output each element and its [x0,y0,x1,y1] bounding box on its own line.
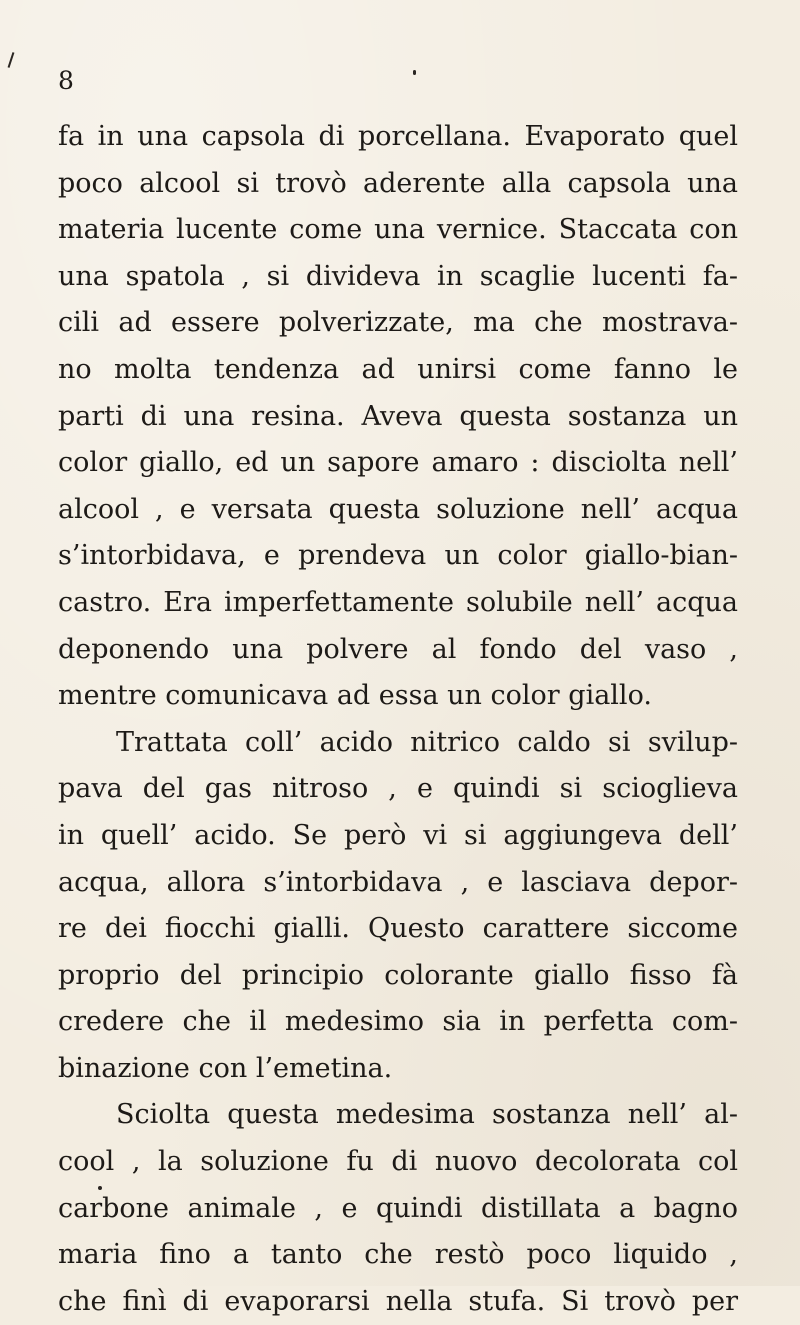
body-text [58,114,738,1325]
text-line: carbone animale , e quindi distillata a bagno [58,1192,738,1224]
text-line: mentre comunicava ad essa un color giallo. [58,680,652,712]
text-line: no molta tendenza ad unirsi come fanno le [58,353,738,385]
text-line: pava del gas nitroso , e quindi si scioglieva [58,773,738,805]
text-line: color giallo, ed un sapore amaro : disciolta nell’ [58,447,738,479]
text-line: acqua, allora s’intorbidava , e lasciava depor- [58,866,738,898]
text-line: fa in una capsola di porcellana. Evaporato quel [58,121,738,152]
text-line: re dei fiocchi gialli. Questo carattere siccome [58,913,738,945]
text-line: Sciolta questa medesima sostanza nell’ al- [116,1099,738,1131]
text-line: castro. Era imperfettamente solubile nell’ acqua [58,586,738,618]
text-line: proprio del principio colorante giallo fisso fà [58,959,738,991]
stray-ink-mark [8,52,15,68]
text-line: deponendo una polvere al fondo del vaso , [58,633,738,665]
text-line: che finì di evaporarsi nella stufa. Si trovò per [58,1285,738,1317]
text-line: una spatola , si divideva in scaglie lucenti fa- [58,260,738,292]
text-line: in quell’ acido. Se però vi si aggiungeva dell’ [58,819,738,851]
text-line: poco alcool si trovò aderente alla capsola una [58,167,738,199]
stray-ink-dot [413,70,416,75]
text-line: Trattata coll’ acido nitrico caldo si svilup- [116,726,738,758]
text-line: binazione con l’emetina. [58,1052,393,1084]
page-number: 8 [58,66,75,95]
text-line: maria fino a tanto che restò poco liquido , [58,1239,738,1271]
text-line: credere che il medesimo sia in perfetta com- [58,1006,738,1038]
text-line: s’intorbidava, e prendeva un color giallo-bian- [58,540,738,572]
text-line: alcool , e versata questa soluzione nell’ acqua [58,493,738,525]
text-line: materia lucente come una vernice. Staccata con [58,214,738,246]
text-line: parti di una resina. Aveva questa sostanza un [58,400,738,432]
text-line: cili ad essere polverizzate, ma che mostrava- [58,307,738,339]
text-line: cool , la soluzione fu di nuovo decolorata col [58,1146,738,1178]
